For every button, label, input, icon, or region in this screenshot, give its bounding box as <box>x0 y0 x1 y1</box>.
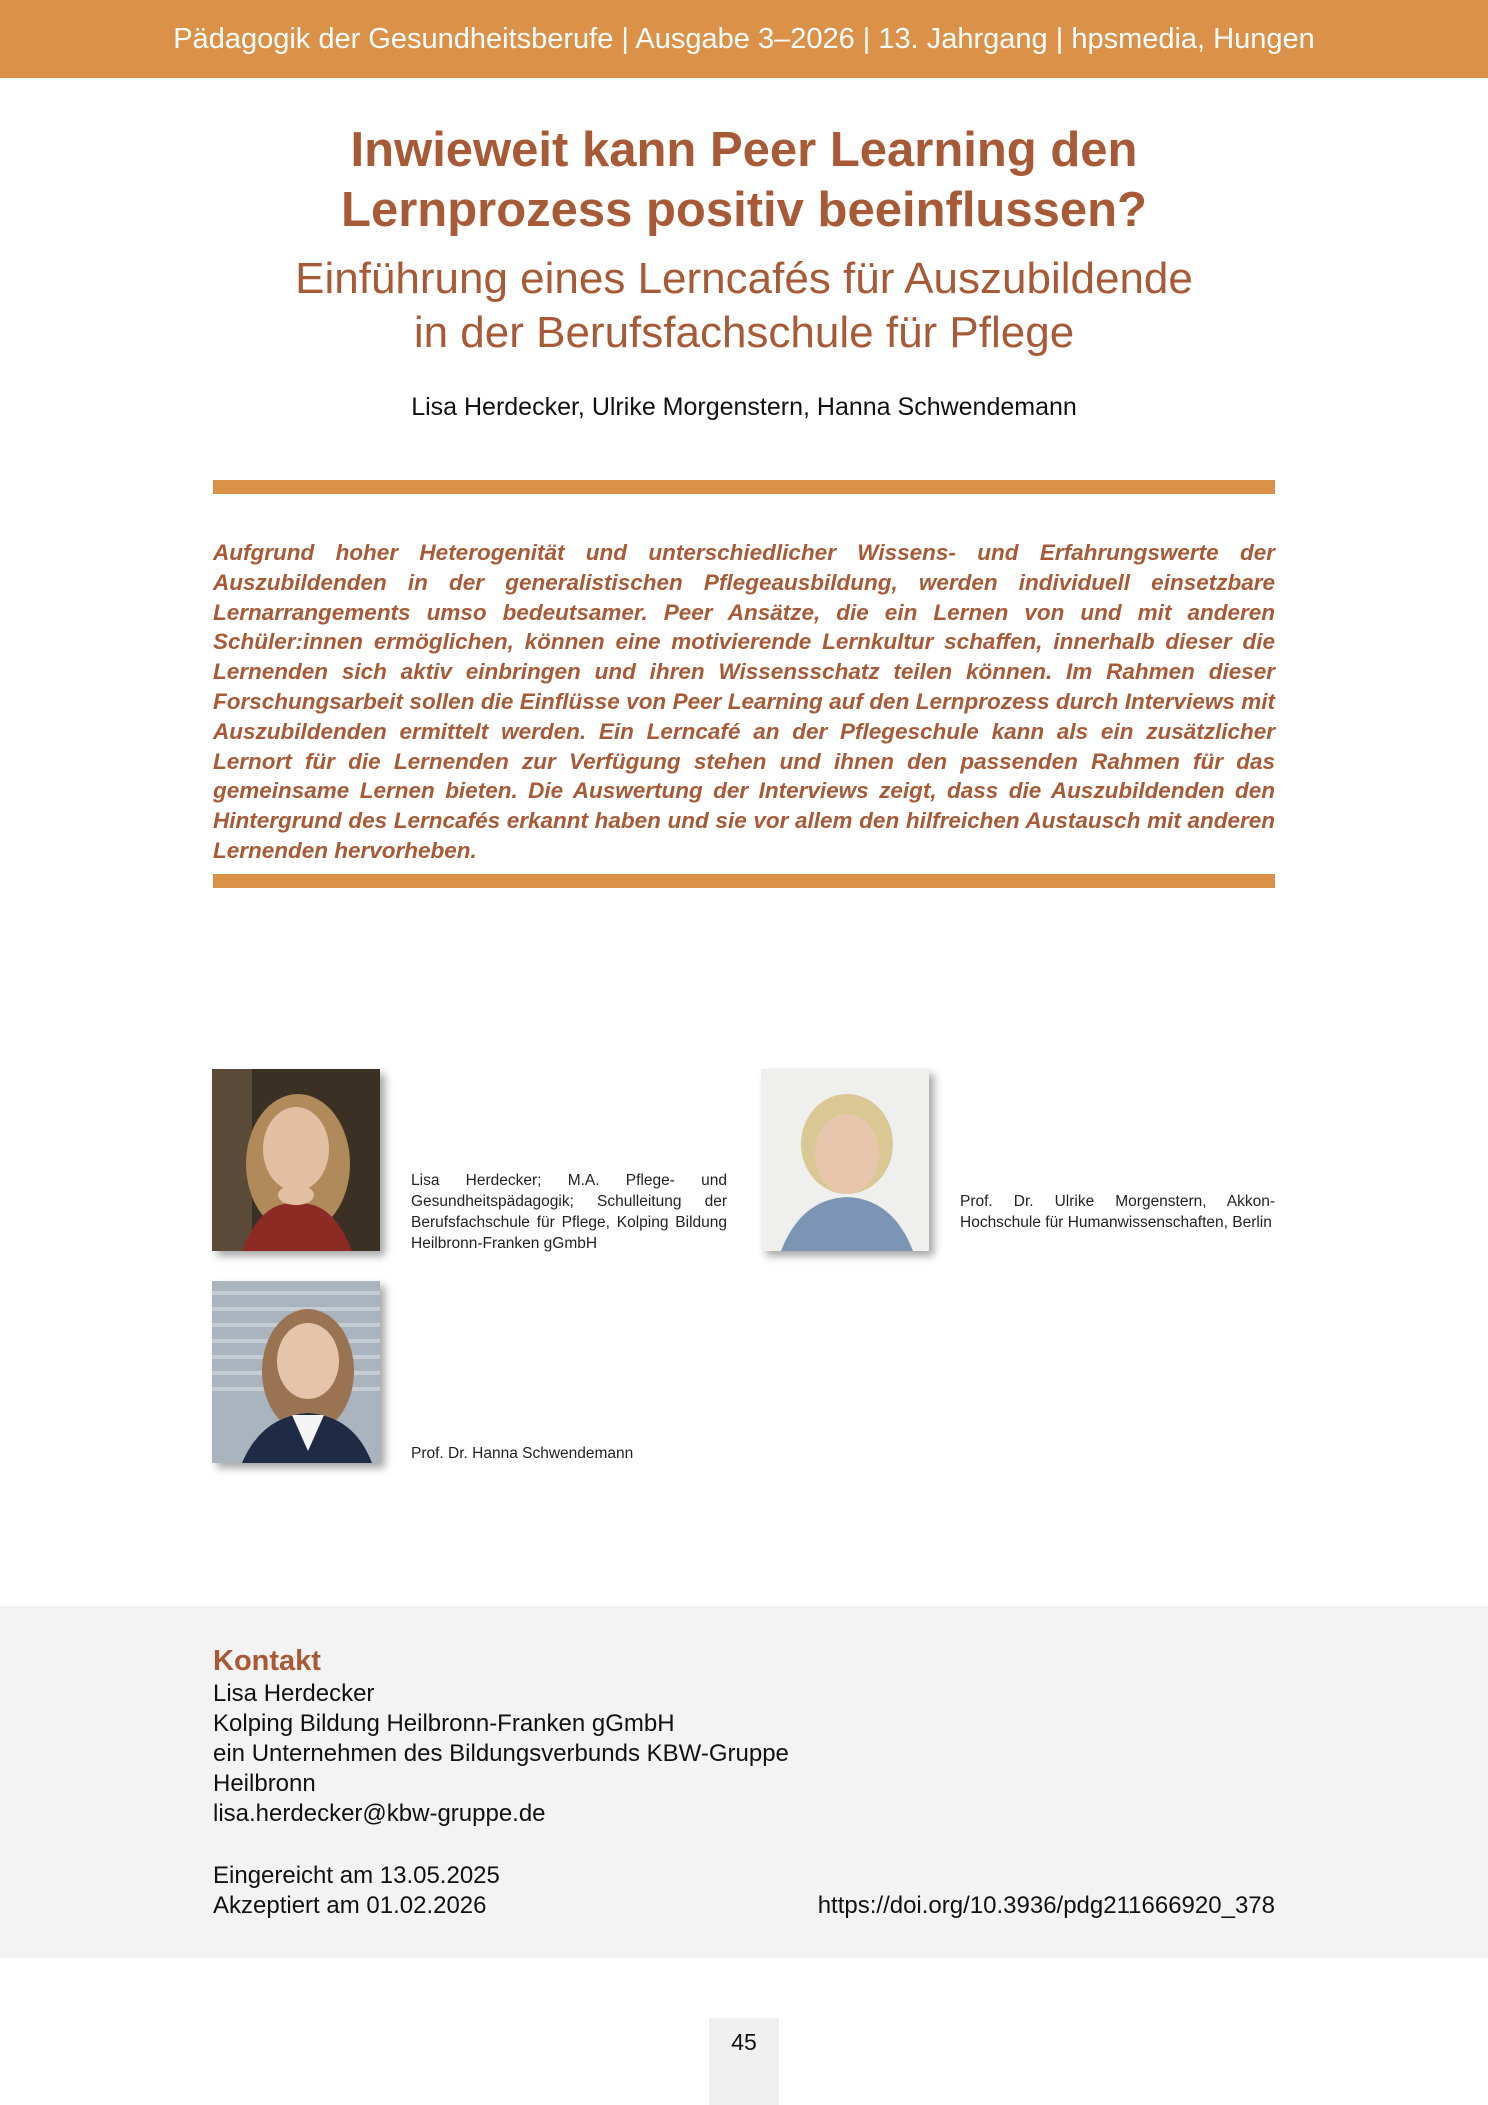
article-subtitle <box>150 252 1338 360</box>
author-caption-herdecker: Lisa Herdecker; M.A. Pflege- und Gesundheitspädagogik; Schulleitung der Berufsfachschule für Pflege, Kolping Bildung Heilbronn-Franken gGmbH <box>411 1172 727 1252</box>
contact-heading: Kontakt <box>213 1645 321 1677</box>
article-title-line-1: Inwieweit kann Peer Learning den <box>350 123 1138 177</box>
author-caption-schwendemann: Prof. Dr. Hanna Schwendemann <box>411 1445 634 1462</box>
abstract: Aufgrund hoher Heterogenität und unterschiedlicher Wissens- und Erfahrungswerte der Auszubildenden in der generalistischen Pflegeausbildung, werden individuell einsetzbare Lernarrangements umso bedeutsamer. Peer Ansätze, die ein Lernen von und mit anderen Schüler:innen ermöglichen, können eine motivierende Lernkultur schaffen, innerhalb dieser die Lernenden sich aktiv einbringen und ihren Wissensschatz teilen können. Im Rahmen dieser Forschungsarbeit sollen die Einflüsse von Peer Learning auf den Lernprozess durch Interviews mit Auszubildenden ermittelt werden. Ein Lerncafé an der Pflegeschule kann als ein zusätzlicher Lernort für die Lernenden zur Verfügung stehen und ihnen den passenden Rahmen für das gemeinsame Lernen bieten. Die Auswertung der Interviews zeigt, dass die Auszubildenden den Hintergrund des Lerncafés erkannt haben und sie vor allem den hilfreichen Austausch mit anderen Lernenden hervorheben. <box>213 540 1275 863</box>
running-header <box>0 0 1488 78</box>
contact-organization: Kolping Bildung Heilbronn-Franken gGmbH <box>213 1710 675 1737</box>
article-subtitle-line-2: in der Berufsfachschule für Pflege <box>413 308 1075 357</box>
running-title: Pädagogik der Gesundheitsberufe | Ausgabe 3–2026 | 13. Jahrgang | hpsmedia, Hungen <box>173 23 1315 55</box>
acceptance-date: Akzeptiert am 01.02.2026 <box>213 1892 487 1919</box>
author-list: Lisa Herdecker, Ulrike Morgenstern, Hanna Schwendemann <box>411 393 1077 421</box>
article-subtitle-line-1: Einführung eines Lerncafés für Auszubildende <box>295 254 1193 303</box>
contact-email-link[interactable]: lisa.herdecker@kbw-gruppe.de <box>213 1800 546 1827</box>
author-photo-herdecker <box>212 1069 380 1251</box>
author-photo-morgenstern <box>761 1069 929 1251</box>
divider-top <box>213 480 1275 494</box>
divider-bottom <box>213 874 1275 888</box>
contact-organization-note: ein Unternehmen des Bildungsverbunds KBW-Gruppe <box>213 1740 789 1767</box>
submission-date: Eingereicht am 13.05.2025 <box>213 1862 500 1889</box>
contact-city: Heilbronn <box>213 1770 316 1797</box>
page-number: 45 <box>709 2018 779 2105</box>
article-title <box>150 120 1338 240</box>
author-photo-schwendemann <box>212 1281 380 1463</box>
author-caption-morgenstern: Prof. Dr. Ulrike Morgenstern, Akkon-Hochschule für Humanwissenschaften, Berlin <box>960 1193 1275 1231</box>
article-title-line-2: Lernprozess positiv beeinflussen? <box>341 183 1147 237</box>
doi-link[interactable]: https://doi.org/10.3936/pdg211666920_378 <box>817 1892 1275 1919</box>
contact-name: Lisa Herdecker <box>213 1680 375 1707</box>
